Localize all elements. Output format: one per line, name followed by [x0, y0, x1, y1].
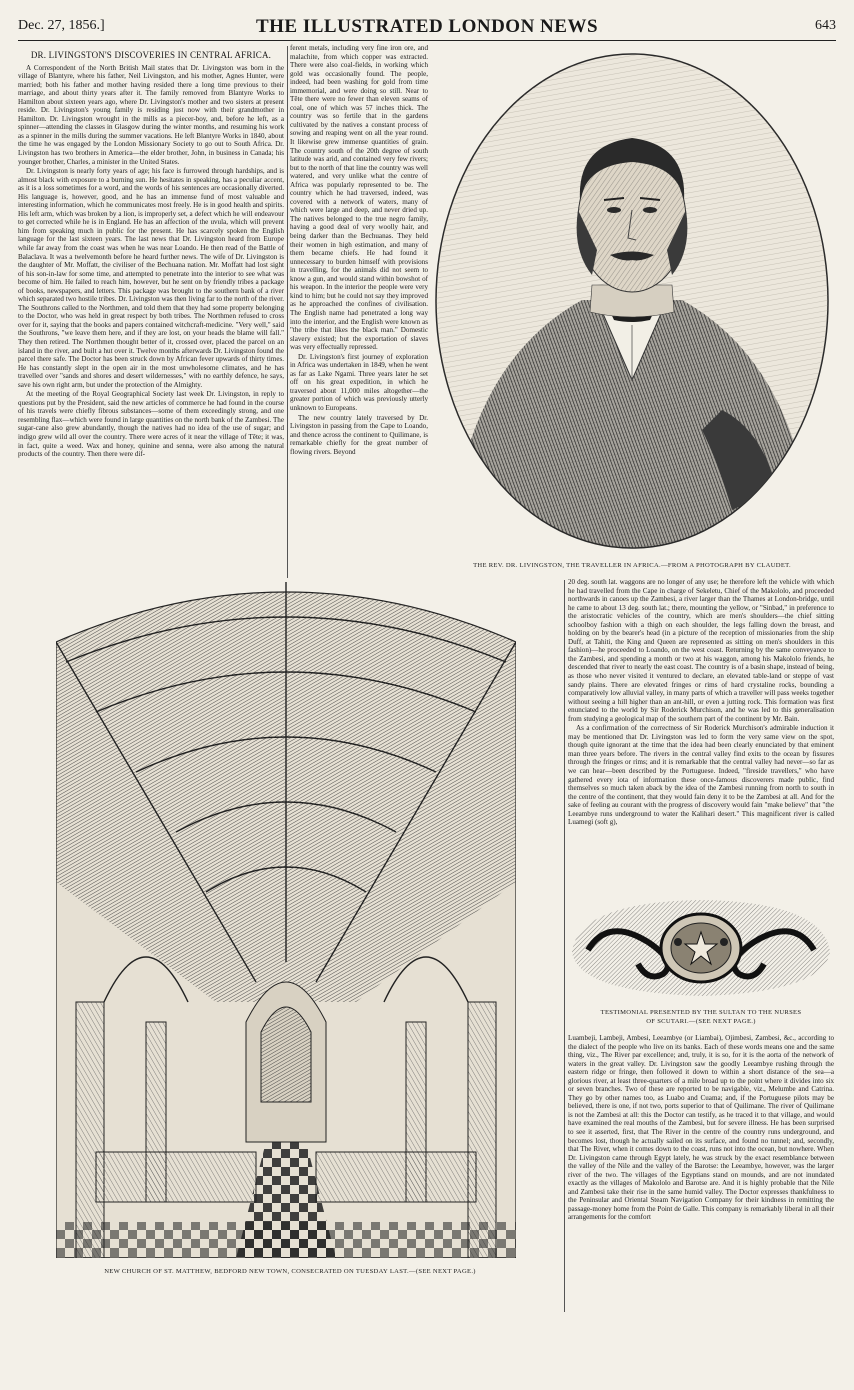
- paragraph: Luambeji, Lambeji, Ambesi, Leeambye (or Liambai), Ojimbesi, Zambesi, &c., according to the dialect of the people who live on its banks. Each of these words means one and the same thing, viz., The River par excellence; and, truly, it is so, for it is the aorta of the network of waters in the great valley. Dr. Livingston saw the goodly Leeambye rushing through the eastern ridge or fringe, then followed it down to within a short distance of the sea—a glorious river, at least three-quarters of a mile broad up to the point where it divides into six or seven branches. Two of these are reported to be navigable, viz., Melumbe and Catrina. They go by other names too, as Luabo and Cuama; and, if the Portuguese pilots may be believed, there is one, if not two, ports superior to that of Quilimane. The river of Quilimane is not the Zambesi at all: this the Doctor can testify, as he traced it to that village, and would have examined the real mouths of the Zambesi, but for severe illness. He has been surprised to see it asserted, first, that The River in the centre of the country runs underground, and becomes lost, though he actually sailed on its surface, and found no tunnel; and, secondly, that The River, when it comes down to the coast, runs not into the ocean, but nowhere. When Dr. Livingston came through Egypt lately, he was struck by the exact resemblance between the valley of the Nile and the valley of the Barotse: the Leeambye, however, was the larger river of the two. The villages of the Egyptians stand on mounds, and are not inundated exactly as the villages of Makololo and Barotse are. And it is highly probable that the Nile and Zambesi take their rise in the same humid valley. The Doctor expresses thankfulness to the Peninsular and Oriental Steam Navigation Company for their kindness in remitting the passage-money home from the Point de Galle. This company is remarkably liberal in all their arrangements for the comfort: [568, 1034, 834, 1222]
- page-number: 643: [815, 18, 836, 33]
- issue-date: Dec. 27, 1856.]: [18, 18, 105, 33]
- church-caption: NEW CHURCH OF ST. MATTHEW, BEDFORD NEW TOWN, CONSECRATED ON TUESDAY LAST.—(SEE NEXT PAGE.): [104, 1268, 476, 1275]
- paragraph: At the meeting of the Royal Geographical Society last week Dr. Livingston, in reply to questions put by the President, said the new articles of commerce he had found in the course of his travels were chiefly fibrous substances—some of them exceedingly strong, and one resembling flax—which were found in large quantities on the north bank of the Zambesi. The sugar-cane also grew abundantly, though the natives had no idea of the use of sugar; and indigo grew wild all over the country. There were acres of it near the village of Tête; it was, in fact, quite a weed. Wax and honey, quinine and senna, were also among the natural products of the country. Then there were dif-: [18, 390, 284, 459]
- paragraph: ferent metals, including very fine iron ore, and malachite, from which copper was extracted. There were also coal-fields, in working which gold was occasionally found. The people, indeed, had been washing for gold from time immemorial, and were doing so still. Near to Tête there were no fewer than eleven seams of coal, one of which was 57 inches thick. The country was so fertile that in the gardens cultivated by the natives a constant process of sowing and reaping went on all the year round. It likewise grew immense quantities of grain. The country south of the 20th degree of south latitude was arid, and contained very few rivers; but to the north of that line the country was well watered, and very unlike what the centre of Africa was popularly represented to be. The country which he had traversed, indeed, was covered with a network of waters, many of which were large and deep, and never dried up. The natives belonged to the true negro family, having a good deal of very woolly hair, and being darker than the Bechuanas. They held their women in high estimation, and many of them became chiefs. He had found it unnecessary to burden himself with provisions in travelling, for the animals did not seem to know a gun, and would stand within bowshot of his weapon. In the interior the people were very kind to him; but he could not say they improved as he approached the confines of civilisation. The English name had penetrated a long way into the interior, and the English were known as "the tribe that likes the black man." Domestic slavery existed; but the exportation of slaves was very effectually repressed.: [290, 44, 428, 352]
- article-column-1: [18, 44, 284, 580]
- brooch-illustration: [568, 892, 834, 1002]
- article-column-3-lower: [568, 1034, 834, 1310]
- portrait-caption: THE REV. DR. LIVINGSTON, THE TRAVELLER IN AFRICA.—FROM A PHOTOGRAPH BY CLAUDET.: [473, 562, 791, 569]
- page-header: [18, 18, 836, 40]
- article-title: DR. LIVINGSTON'S DISCOVERIES IN CENTRAL AFRICA.: [30, 50, 272, 60]
- brooch-caption-line-1: TESTIMONIAL PRESENTED BY THE SULTAN TO THE NURSES: [600, 1009, 802, 1016]
- engraved-interior-of-st-matthew-church: [56, 582, 516, 1258]
- masthead: THE ILLUSTRATED LONDON NEWS: [255, 16, 599, 37]
- paragraph: As a confirmation of the correctness of Sir Roderick Murchison's admirable induction it may be mentioned that Dr. Livingston was led to form the very same view on the spot, though quite ignorant at the time that the idea had been clearly enunciated by that eminent man three years before. The rivers in the central valley find exits to the ocean by fissures through the fringes or rims; and it is remarkable that the central valley had never—so far as we can hear—been described by the Portuguese. Indeed, "fireside travellers," who have gathered every iota of information these once-famous discoverers made public, find themselves so much taken aback by the idea of the Zambesi running from north to south in the centre of the continent, that they would fain deny it to be the Zambesi at all. And for the sake of feeling au courant with the progress of discovery would fain "make believe" that "the Leeambye runs underground to water the Kalihari desert." This magnificent river is called Luamegi (soft g),: [568, 724, 834, 827]
- article-column-3-upper: [568, 578, 834, 884]
- column-divider: [287, 46, 288, 578]
- church-illustration: [56, 582, 516, 1258]
- engraved-portrait-of-dr-livingston: [432, 50, 832, 552]
- brooch-caption-line-2: OF SCUTARI.—(SEE NEXT PAGE.): [646, 1018, 756, 1025]
- brooch-caption: [568, 1008, 834, 1026]
- engraved-testimonial-brooch: [568, 892, 834, 1002]
- paragraph: Dr. Livingston is nearly forty years of age; his face is furrowed through hardships, and is almost black with exposure to a burning sun. He hesitates in speaking, has a peculiar accent, as it is a loss sometimes for a word, and the words of his sentences are occasionally diverted. His language is, however, good, and he has an immense fund of most valuable and interesting information, which he communicates most freely. He is in good health and spirits. His left arm, which was broken by a lion, is improperly set, a defect which he will endeavour to get corrected while he is in England. He has an affection of the uvula, which will prevent him from speaking much in public for the present. He has scarcely spoken the English language for the last sixteen years. The last news that Dr. Livingston heard from Europe while far away from the coast was when he was near Loando. He then read of the Battle of Balaclava. It was a twelvemonth before he heard further news. The wife of Dr. Livingston is the daughter of Mr. Moffatt, the civiliser of the Bechuana nation. Mr. Moffatt had lost sight of his son-in-law for some time, and attempted to penetrate into the interior to see what was become of him. He failed to reach him, however, but he sent on by friendly tribes a package of books, newspapers, and letters. This package was brought to the southern bank of a river which separated two hostile tribes. Dr. Livingston was then living far to the north of the river. The Southrons called to the Northmen, and told them that they had some property belonging to the Doctor, who was held in great respect by both tribes. The Northmen refused to cross over for it, saying that the books and papers contained witchcraft-medicine. "Very well," said the Southrons, "we leave them here, and if they are lost, on your heads the blame will fall." They then retired. The Northmen thought better of it, crossed over, placed the parcel on an island in the river, and built a hut over it. Twelve months afterwards Dr. Livingston found the parcel there safe. The Doctor has been struck down by African fever upwards of thirty times. He has constantly slept in the open air in the most unwholesome climates, and he has travelled over "sands and shores and desert wildernesses," with no earthly defence, he says, save his own right arm, but under the protection of the Almighty.: [18, 167, 284, 389]
- paragraph: 20 deg. south lat. waggons are no longer of any use; he therefore left the vehicle with which he had travelled from the Cape in charge of Sekeletu, Chief of the Makololo, and proceeded northwards in canoes up the Zambesi, a river larger than the Thames at London-bridge, until he came to about 13 deg. south lat.; there, mounting the yellow, or "Sinbad," in preference to the aristocratic vehicles of the country, which are men's shoulders—the chief sitting schoolboy fashion with a thigh on each shoulder, the legs falling down the breast, and holding on by the bearer's head (in a picture of the reception of missionaries from the ship Duff, at Tahiti, the King and Queen are represented as sitting on men's shoulders in this fashion)—he proceeded to Loando, on the west coast. Returning by the same conveyance to the Zambesi, and spending a month or two at his waggon, among his Makololo friends, he descended that river to nearly the east coast. The country is of a basin shape, instead of being, as those who never visited it ventured to declare, an elevated table-land or steppe of vast sandy plains. There are elevated fringes or rims of hard crystaline rocks, bounding a comparatively low alluvial valley, in many parts of which a traveller will pass weeks together without seeing a hill higher than an ant-hill, or even a jutting rock. This formation was first enunciated to the world by Sir Roderick Murchison, and he was led to this generalisation from studying a geological map of the southern part of the continent by Mr. Bain.: [568, 578, 834, 723]
- column-divider: [564, 580, 565, 1312]
- paragraph: Dr. Livingston's first journey of exploration in Africa was undertaken in 1849, when he went as far as Lake Ngami. Three years later he set off on his great expedition, in which he traversed about 11,000 miles altogether—the greater portion of which was previously utterly unknown to Europeans.: [290, 352, 428, 412]
- article-column-2: [290, 44, 428, 580]
- portrait-illustration: [432, 50, 832, 552]
- paragraph: The new country lately traversed by Dr. Livingston in passing from the Cape to Loando, and thence across the continent to Quilimane, is remarkable chiefly for the great number of flowing rivers. Beyond: [290, 413, 428, 456]
- paragraph: A Correspondent of the North British Mail states that Dr. Livingston was born in the village of Blantyre, where his father, Neil Livingston, and his mother, Agnes Hunter, were married; both his father and mother having resided there a long time previous to their marriage, and about thirty years after it. The family removed from Blantyre Works to Hamilton about sixteen years ago, where Dr. Livingston's mother and two sisters at present reside. Dr. Livingston's young family is residing just now with their grandmother in Hamilton. Dr. Livingston wrought in the mills as a piecer-boy, and, before he left, as a spinner—attending the classes in Glasgow during the winter months, and resuming his work as a spinner in the mills during the summer vacations. He left Blantyre Works in 1840, about the time he was engaged by the London Missionary Society to go out to South Africa. Dr. Livingston has two brothers in America—the elder brother, John, in business in Canada; his younger brother, Charles, a minister in the United States.: [18, 63, 284, 166]
- header-rule: [18, 40, 836, 41]
